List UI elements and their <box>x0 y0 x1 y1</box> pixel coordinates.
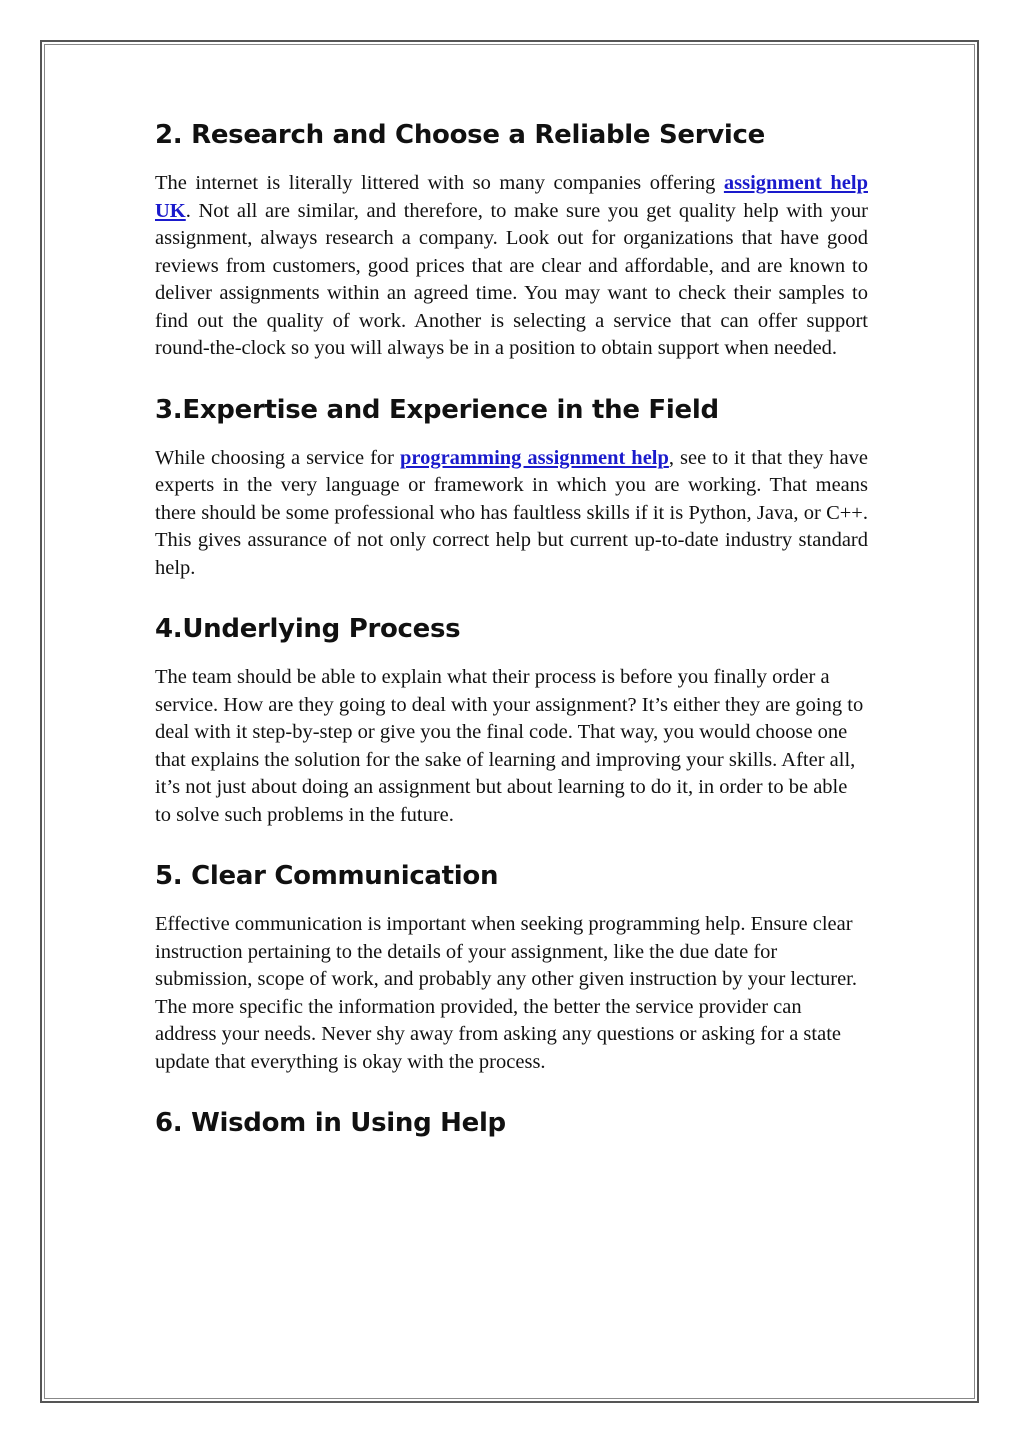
section-heading: 3.Expertise and Experience in the Field <box>155 394 719 425</box>
section-paragraph <box>155 445 868 583</box>
section-heading: 2. Research and Choose a Reliable Service <box>155 120 765 150</box>
section-heading: 6. Wisdom in Using Help <box>155 1108 506 1138</box>
paragraph-text: The internet is literally littered with so many companies offering <box>155 172 724 194</box>
document-content <box>155 118 868 1158</box>
paragraph-text: While choosing a service for <box>155 446 400 469</box>
section-paragraph: The team should be able to explain what their process is before you finally order a service. How are they going to deal with your assignment? It’s either they are going to deal with it step-by-step or give you the final code. That way, you would choose one that explains the solution for the sake of learning and improving your skills. After all, it’s not just about doing an assignment but about learning to do it, in order to be able to solve such problems in the future. <box>155 666 864 826</box>
section-underlying-process <box>155 612 868 829</box>
section-paragraph <box>155 170 868 363</box>
section-clear-communication <box>155 859 868 1076</box>
section-research-reliable-service <box>155 118 868 363</box>
section-paragraph: Effective communication is important when seeking programming help. Ensure clear instruction pertaining to the details of your assignment, like the due date for submission, scope of work, and probably any other given instruction by your lecturer. The more specific the information provided, the better the service provider can address your needs. Never shy away from asking any questions or asking for a state update that everything is okay with the process. <box>155 913 857 1073</box>
section-expertise-experience <box>155 393 868 583</box>
section-heading: 4.Underlying Process <box>155 614 461 644</box>
section-wisdom-using-help <box>155 1106 868 1140</box>
paragraph-text: . Not all are similar, and therefore, to make sure you get quality help with your assignment, always research a company. Look out for organizations that have good reviews from customers, good prices that are clear and affordable, and are known to deliver assignments within an agreed time. You may want to check their samples to find out the quality of work. Another is selecting a service that can offer support round-the-clock so you will always be in a position to obtain support when needed. <box>155 199 868 359</box>
assignment-help-uk-link[interactable]: assignment help UK <box>155 172 868 222</box>
section-heading: 5. Clear Communication <box>155 861 499 891</box>
paragraph-text: , see to it that they have experts in the very language or framework in which you are working. That means there should be some professional who has faultless skills if it is Python, Java, or C++. This gives assurance of not only correct help but current up-to-date industry standard help. <box>155 446 869 579</box>
programming-assignment-help-link[interactable]: programming assignment help <box>399 446 669 469</box>
